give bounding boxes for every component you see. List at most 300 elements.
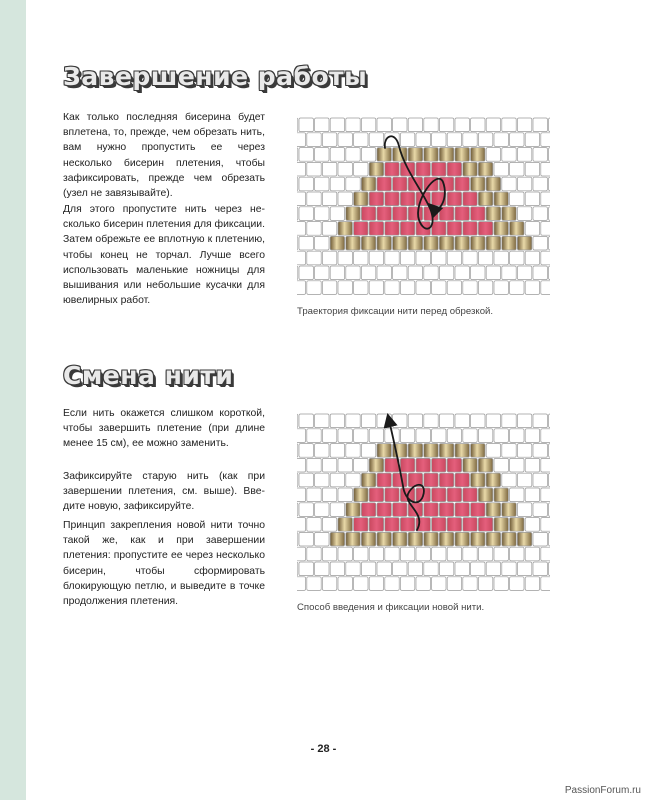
bead-white [517,503,531,517]
bead-white [486,444,500,458]
bead-white [297,133,306,147]
bead-pink [447,458,461,472]
paragraph-finishing-2: Для этого пропустите нить через несколько бисерин плетения для фиксации. Затем обрежьте ее вплотную к плетению, чтобы конец не торчал. Лучше всего использовать маленькие ножницы для вышивания или небольшие кусачки для ювелирных работ. [63,204,265,307]
bead-gold [455,532,469,546]
bead-white [471,118,485,132]
bead-diagram-finishing [297,116,550,298]
watermark: PassionForum.ru [564,785,641,796]
bead-white [354,251,368,265]
section-heading-finishing: Завершение работы [63,62,368,91]
bead-gold [408,236,422,250]
bead-gold [471,473,485,487]
bead-pink [478,222,492,236]
bead-white [299,562,313,576]
bead-pink [432,162,446,176]
bead-gold [486,473,500,487]
bead-white [494,577,508,591]
bead-white [297,177,298,191]
bead-white [369,133,383,147]
bead-white [385,547,399,561]
bead-white [338,577,352,591]
bead-white [494,162,508,176]
bead-white [517,562,531,576]
bead-white [307,518,321,532]
bead-white [549,148,550,162]
bead-white [502,177,516,191]
paragraph-thread-change-1: Если нить окажется слишком короткой, чтобы завершить плетение (при длине менее 15 см), ее можно заменить. [63,408,265,450]
bead-white [525,458,539,472]
bead-gold [330,236,344,250]
bead-white [549,562,550,576]
bead-white [494,133,508,147]
bead-gold [517,532,531,546]
bead-pink [393,473,407,487]
bead-pink [400,518,414,532]
bead-pink [354,518,368,532]
bead-white [408,266,422,280]
bead-white [533,266,547,280]
bead-white [510,281,524,295]
bead-white [517,444,531,458]
bead-white [549,118,550,132]
bead-gold [494,192,508,206]
bead-white [517,118,531,132]
bead-white [315,177,329,191]
bead-white [525,577,539,591]
bead-gold [338,518,352,532]
bead-white [541,192,550,206]
bead-gold [393,236,407,250]
bead-gold [471,532,485,546]
bead-gold [455,236,469,250]
bead-gold [494,488,508,502]
bead-white [307,162,321,176]
bead-white [533,414,547,428]
bead-white [299,236,313,250]
bead-white [533,236,547,250]
bead-white [322,192,336,206]
bead-white [297,547,306,561]
bead-white [322,281,336,295]
bead-pink [377,503,391,517]
bead-white [525,518,539,532]
bead-white [424,266,438,280]
bead-white [361,562,375,576]
bead-white [322,133,336,147]
bead-pink [447,192,461,206]
bead-white [299,532,313,546]
bead-gold [377,148,391,162]
bead-white [299,177,313,191]
bead-gold [346,503,360,517]
bead-white [549,207,550,221]
bead-gold [369,162,383,176]
bead-white [525,251,539,265]
bead-white [510,162,524,176]
bead-gold [471,444,485,458]
bead-white [322,162,336,176]
bead-white [338,192,352,206]
bead-pink [377,473,391,487]
bead-gold [517,236,531,250]
bead-gold [455,444,469,458]
bead-white [525,429,539,443]
bead-white [385,281,399,295]
bead-white [549,532,550,546]
bead-white [322,458,336,472]
bead-pink [416,458,430,472]
bead-white [533,562,547,576]
bead-white [478,251,492,265]
bead-white [502,266,516,280]
bead-white [330,444,344,458]
bead-white [400,133,414,147]
bead-pink [377,177,391,191]
bead-white [299,266,313,280]
bead-white [297,562,298,576]
bead-white [533,532,547,546]
bead-gold [502,532,516,546]
bead-pink [361,207,375,221]
bead-white [525,192,539,206]
figure-caption-thread-change: Способ введения и фиксации новой нити. [297,602,485,613]
bead-pink [463,192,477,206]
bead-gold [486,503,500,517]
bead-white [517,177,531,191]
bead-gold [478,488,492,502]
bead-white [533,148,547,162]
bead-white [502,444,516,458]
bead-white [502,562,516,576]
bead-white [297,222,306,236]
bead-gold [478,162,492,176]
bead-white [533,177,547,191]
side-color-band [0,0,26,800]
bead-white [330,414,344,428]
bead-white [541,458,550,472]
bead-pink [432,518,446,532]
bead-white [330,473,344,487]
bead-pink [432,222,446,236]
bead-white [338,547,352,561]
bead-white [330,266,344,280]
bead-white [315,414,329,428]
bead-white [463,133,477,147]
bead-white [494,251,508,265]
bead-white [330,562,344,576]
bead-white [307,429,321,443]
bead-white [400,547,414,561]
bead-white [549,503,550,517]
bead-white [502,473,516,487]
bead-white [385,577,399,591]
bead-gold [510,518,524,532]
bead-white [494,547,508,561]
bead-gold [424,444,438,458]
bead-white [299,118,313,132]
bead-white [315,148,329,162]
bead-white [424,118,438,132]
bead-gold [463,458,477,472]
bead-white [377,266,391,280]
bead-gold [346,236,360,250]
bead-white [517,266,531,280]
bead-white [549,444,550,458]
bead-white [354,133,368,147]
bead-white [549,414,550,428]
bead-white [297,236,298,250]
bead-white [400,281,414,295]
bead-white [517,473,531,487]
bead-pink [439,503,453,517]
bead-white [338,488,352,502]
bead-white [354,577,368,591]
bead-white [478,429,492,443]
bead-white [494,458,508,472]
bead-white [338,281,352,295]
bead-white [377,118,391,132]
bead-white [307,281,321,295]
bead-white [463,429,477,443]
bead-white [315,118,329,132]
bead-gold [354,488,368,502]
bead-pink [416,162,430,176]
bead-white [463,547,477,561]
bead-pink [369,488,383,502]
bead-white [541,251,550,265]
bead-white [541,162,550,176]
bead-white [533,444,547,458]
bead-white [541,429,550,443]
bead-white [510,133,524,147]
bead-white [424,562,438,576]
bead-white [322,547,336,561]
bead-pink [400,192,414,206]
bead-white [297,207,298,221]
bead-white [393,414,407,428]
bead-white [338,251,352,265]
bead-pink [432,488,446,502]
bead-pink [432,458,446,472]
bead-gold [478,192,492,206]
bead-white [354,429,368,443]
bead-white [502,148,516,162]
bead-gold [408,148,422,162]
bead-white [322,251,336,265]
bead-white [486,148,500,162]
section-heading-thread-change: Смена нити [63,361,234,390]
bead-white [416,429,430,443]
bead-white [502,118,516,132]
bead-pink [455,177,469,191]
bead-pink [369,518,383,532]
bead-white [297,251,306,265]
bead-white [330,118,344,132]
bead-white [455,118,469,132]
bead-white [299,148,313,162]
bead-white [517,148,531,162]
bead-white [541,133,550,147]
bead-white [297,148,298,162]
bead-pink [455,503,469,517]
bead-white [432,281,446,295]
bead-pink [463,518,477,532]
bead-white [510,547,524,561]
bead-white [525,547,539,561]
bead-white [307,547,321,561]
bead-white [346,414,360,428]
bead-white [361,414,375,428]
bead-white [517,414,531,428]
bead-white [297,532,298,546]
bead-white [525,281,539,295]
bead-white [299,207,313,221]
bead-pink [447,518,461,532]
bead-white [361,148,375,162]
bead-white [322,518,336,532]
bead-gold [471,148,485,162]
bead-white [541,281,550,295]
bead-white [322,429,336,443]
bead-gold [502,503,516,517]
bead-pink [361,503,375,517]
bead-white [424,414,438,428]
bead-white [361,118,375,132]
bead-white [432,577,446,591]
bead-pink [439,207,453,221]
bead-white [432,251,446,265]
bead-white [447,133,461,147]
bead-white [549,236,550,250]
bead-pink [400,222,414,236]
bead-white [533,473,547,487]
bead-pink [385,488,399,502]
bead-white [322,222,336,236]
bead-white [471,414,485,428]
bead-white [549,473,550,487]
bead-white [315,532,329,546]
bead-pink [408,207,422,221]
bead-white [330,503,344,517]
bead-white [393,266,407,280]
bead-gold [369,458,383,472]
bead-white [447,547,461,561]
bead-white [408,414,422,428]
bead-white [297,429,306,443]
bead-white [478,577,492,591]
bead-gold [478,458,492,472]
bead-white [510,488,524,502]
bead-white [393,118,407,132]
bead-gold [494,222,508,236]
bead-white [447,429,461,443]
bead-white [416,133,430,147]
bead-white [346,562,360,576]
bead-white [455,562,469,576]
bead-white [463,281,477,295]
bead-white [315,473,329,487]
bead-gold [463,162,477,176]
bead-white [297,444,298,458]
bead-white [486,414,500,428]
bead-white [299,473,313,487]
bead-gold [486,236,500,250]
page-number: - 28 - [310,743,337,755]
bead-white [447,281,461,295]
bead-white [439,562,453,576]
bead-white [533,207,547,221]
bead-white [494,429,508,443]
bead-white [315,503,329,517]
bead-white [297,281,306,295]
bead-gold [377,532,391,546]
bead-pink [478,518,492,532]
bead-white [525,222,539,236]
bead-pink [385,162,399,176]
bead-gold [354,192,368,206]
bead-white [478,133,492,147]
bead-white [361,444,375,458]
bead-pink [447,162,461,176]
bead-white [297,518,306,532]
bead-gold [424,236,438,250]
bead-pink [447,488,461,502]
bead-white [369,251,383,265]
bead-white [463,251,477,265]
bead-white [346,177,360,191]
bead-white [315,444,329,458]
bead-white [369,547,383,561]
figure-caption-finishing: Траектория фиксации нити перед обрезкой. [297,306,494,317]
bead-gold [361,236,375,250]
bead-gold [361,177,375,191]
bead-pink [400,458,414,472]
bead-pink [455,207,469,221]
bead-white [439,266,453,280]
bead-gold [346,207,360,221]
bead-white [346,118,360,132]
bead-white [297,162,306,176]
bead-white [315,236,329,250]
bead-gold [439,532,453,546]
bead-white [471,562,485,576]
bead-white [400,577,414,591]
bead-pink [369,222,383,236]
bead-white [338,133,352,147]
bead-pink [424,473,438,487]
bead-gold [471,177,485,191]
bead-white [307,577,321,591]
bead-pink [354,222,368,236]
bead-white [315,207,329,221]
paragraph-finishing-1: Как только последняя бисерина будет вплетена, то, прежде, чем обрезать нить, вам нужно пропустить ее через несколько бисерин плетения, чтобы зафиксировать, прежде чем обрезать (узел не завязывайте). [63,112,265,200]
bead-gold [510,222,524,236]
bead-white [533,118,547,132]
bead-white [525,133,539,147]
bead-white [439,118,453,132]
bead-gold [486,177,500,191]
bead-white [354,162,368,176]
bead-pink [439,473,453,487]
bead-white [338,162,352,176]
bead-white [541,547,550,561]
bead-white [307,488,321,502]
bead-white [330,177,344,191]
bead-white [307,251,321,265]
bead-white [432,547,446,561]
bead-white [510,192,524,206]
bead-pink [424,503,438,517]
